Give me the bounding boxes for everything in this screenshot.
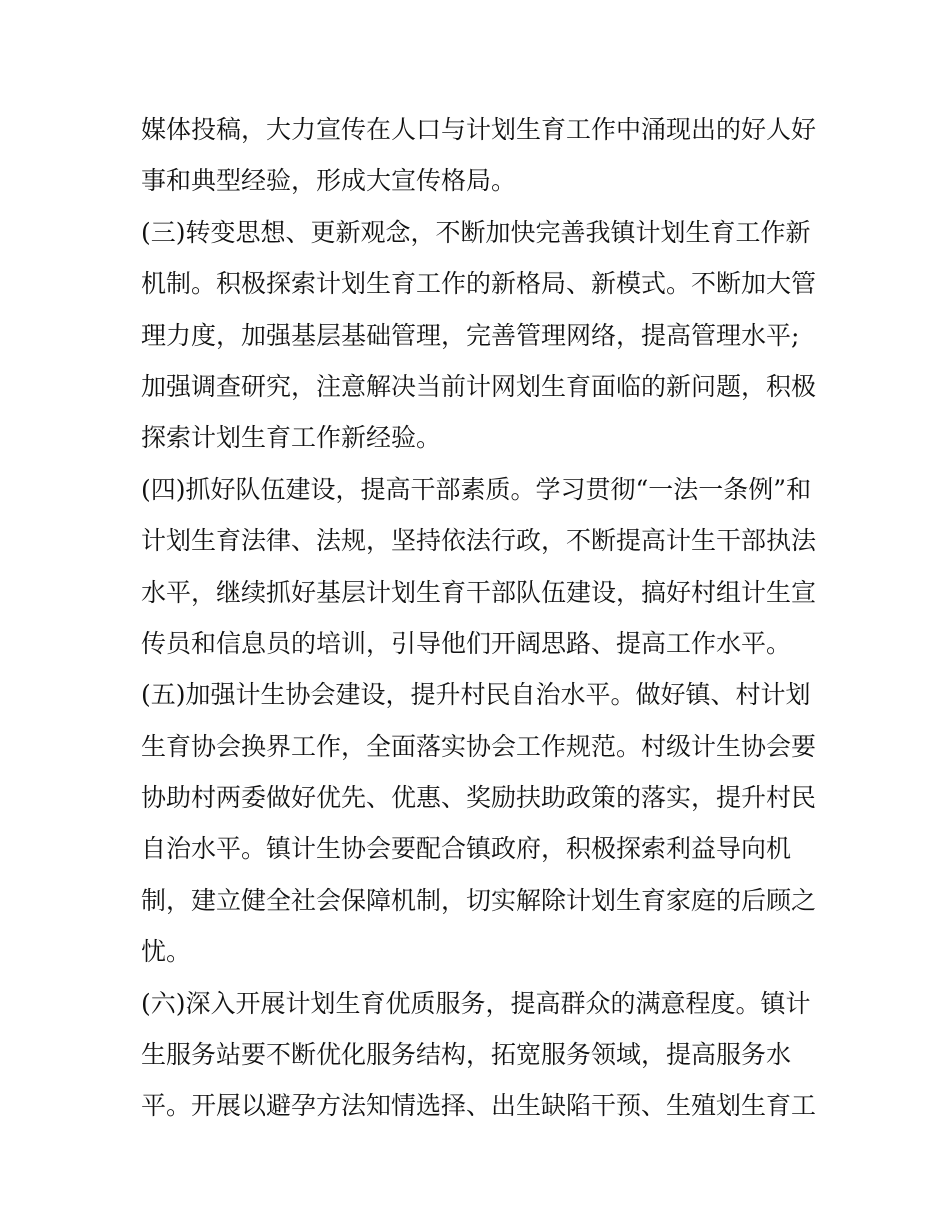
text-line: (六)深入开展计划生育优质服务，提高群众的满意程度。镇计 bbox=[141, 988, 811, 1018]
text-line: 事和典型经验，形成大宣传格局。 bbox=[141, 166, 517, 196]
text-line: 生育协会换界工作，全面落实协会工作规范。村级计生协会要 bbox=[141, 731, 817, 761]
text-line: 加强调查研究，注意解决当前计网划生育面临的新问题，积极 bbox=[141, 371, 817, 401]
text-line: 生服务站要不断优化服务结构，拓宽服务领域，提高服务水 bbox=[141, 1040, 792, 1070]
text-line: 传员和信息员的培训，引导他们开阔思路、提高工作水平。 bbox=[141, 628, 792, 658]
text-line: 机制。积极探索计划生育工作的新格局、新模式。不断加大管 bbox=[141, 269, 817, 299]
text-line: (三)转变思想、更新观念，不断加快完善我镇计划生育工作新 bbox=[141, 217, 811, 247]
text-line: (四)抓好队伍建设，提高干部素质。学习贯彻“一法一条例”和 bbox=[141, 474, 812, 504]
text-line: 理力度，加强基层基础管理，完善管理网络，提高管理水平; bbox=[141, 320, 800, 350]
text-line: 水平，继续抓好基层计划生育干部队伍建设，搞好村组计生宣 bbox=[141, 577, 817, 607]
text-line: (五)加强计生协会建设，提升村民自治水平。做好镇、村计划 bbox=[141, 680, 811, 710]
text-line: 计划生育法律、法规，坚持依法行政，不断提高计生干部执法 bbox=[141, 526, 817, 556]
text-line: 自治水平。镇计生协会要配合镇政府，积极探索利益导向机 bbox=[141, 834, 792, 864]
text-line: 媒体投稿，大力宣传在人口与计划生育工作中涌现出的好人好 bbox=[141, 115, 817, 144]
text-line: 探索计划生育工作新经验。 bbox=[141, 423, 442, 453]
body-text bbox=[141, 104, 817, 1132]
text-line: 忧。 bbox=[141, 937, 192, 967]
text-line: 协助村两委做好优先、优惠、奖励扶助政策的落实，提升村民 bbox=[141, 783, 817, 813]
text-line: 制，建立健全社会保障机制，切实解除计划生育家庭的后顾之 bbox=[141, 885, 817, 915]
text-line: 平。开展以避孕方法知情选择、出生缺陷干预、生殖划生育工 bbox=[141, 1091, 817, 1121]
